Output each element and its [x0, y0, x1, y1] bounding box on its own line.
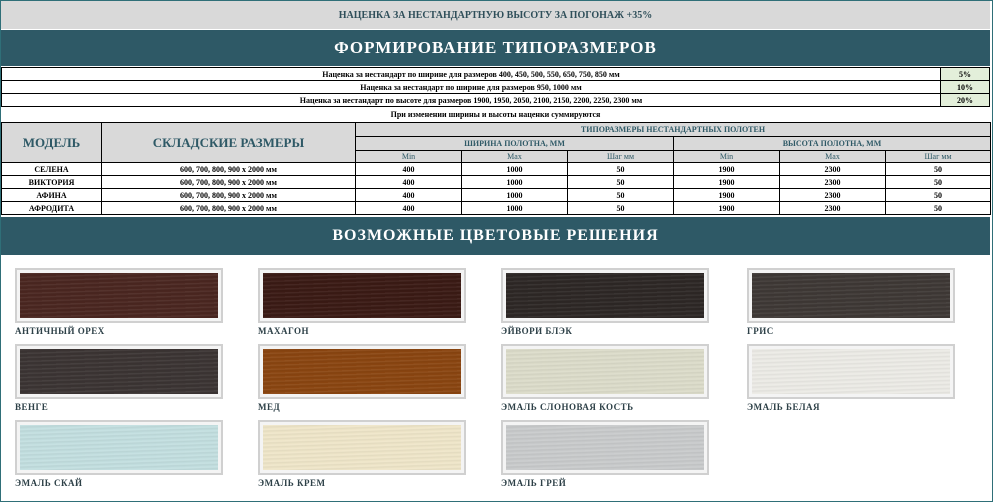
swatch-fill — [20, 273, 218, 318]
markup-text: Наценка за нестандарт по ширине для размеров 950, 1000 мм — [2, 81, 941, 94]
swatch-fill — [20, 425, 218, 470]
cell-height-max: 2300 — [780, 189, 886, 202]
cell-width-step: 50 — [568, 202, 674, 215]
swatch-enamel-ivory — [501, 344, 709, 412]
swatch-honey — [258, 344, 466, 412]
table-row — [2, 176, 991, 189]
sizes-table — [1, 122, 991, 215]
swatch-label: МАХАГОН — [258, 326, 309, 336]
cell-height-max: 2300 — [780, 202, 886, 215]
cell-height-step: 50 — [886, 176, 991, 189]
swatch-enamel-white — [747, 344, 955, 412]
sum-note: При изменении ширины и высоты наценки суммируются — [390, 110, 601, 119]
swatch-fill — [263, 273, 461, 318]
cell-width-max: 1000 — [462, 189, 568, 202]
markup-row — [2, 81, 990, 94]
swatch-label: ЭМАЛЬ СКАЙ — [15, 478, 83, 488]
swatch-label: ВЕНГЕ — [15, 402, 49, 412]
swatch-ivory-black — [501, 268, 709, 336]
swatch-fill — [506, 349, 704, 394]
markup-text: Наценка за нестандарт по высоте для размеров 1900, 1950, 2050, 2100, 2150, 2200, 2250, 2300 мм — [2, 94, 941, 107]
table-row — [2, 163, 991, 176]
swatch-antique-walnut — [15, 268, 223, 336]
swatch-label: ЭМАЛЬ СЛОНОВАЯ КОСТЬ — [501, 402, 634, 412]
header-min: Min — [674, 151, 780, 163]
cell-width-step: 50 — [568, 189, 674, 202]
swatch-label: ЭМАЛЬ ГРЕЙ — [501, 478, 567, 488]
cell-height-min: 1900 — [674, 176, 780, 189]
swatch-fill — [506, 425, 704, 470]
swatch-fill — [263, 349, 461, 394]
cell-stock: 600, 700, 800, 900 х 2000 мм — [102, 189, 356, 202]
swatch-label: АНТИЧНЫЙ ОРЕХ — [15, 326, 105, 336]
cell-width-max: 1000 — [462, 202, 568, 215]
header-min: Min — [356, 151, 462, 163]
markup-row — [2, 68, 990, 81]
markup-text: Наценка за нестандарт по ширине для размеров 400, 450, 500, 550, 650, 750, 850 мм — [2, 68, 941, 81]
cell-stock: 600, 700, 800, 900 х 2000 мм — [102, 176, 356, 189]
swatch-label: ЭЙВОРИ БЛЭК — [501, 326, 573, 336]
title-sizes: ФОРМИРОВАНИЕ ТИПОРАЗМЕРОВ — [1, 30, 990, 66]
cell-model: АФИНА — [2, 189, 102, 202]
markup-percent: 10% — [941, 81, 990, 94]
cell-height-min: 1900 — [674, 189, 780, 202]
cell-width-min: 400 — [356, 189, 462, 202]
swatch-fill — [20, 349, 218, 394]
markup-row — [2, 94, 990, 107]
cell-width-min: 400 — [356, 176, 462, 189]
swatch-enamel-cream — [258, 420, 466, 488]
swatch-label: МЕД — [258, 402, 281, 412]
swatch-enamel-grey — [501, 420, 709, 488]
cell-width-step: 50 — [568, 176, 674, 189]
top-note: НАЦЕНКА ЗА НЕСТАНДАРТНУЮ ВЫСОТУ ЗА ПОГОНАЖ +35% — [1, 1, 990, 29]
swatch-label: ЭМАЛЬ КРЕМ — [258, 478, 326, 488]
cell-model: СЕЛЕНА — [2, 163, 102, 176]
cell-width-min: 400 — [356, 163, 462, 176]
markup-table — [1, 67, 990, 107]
swatch-enamel-sky — [15, 420, 223, 488]
table-row — [2, 202, 991, 215]
cell-width-max: 1000 — [462, 176, 568, 189]
swatch-fill — [752, 349, 950, 394]
color-swatches — [1, 256, 990, 500]
cell-height-step: 50 — [886, 189, 991, 202]
header-stock-sizes: СКЛАДСКИЕ РАЗМЕРЫ — [102, 123, 356, 163]
cell-stock: 600, 700, 800, 900 х 2000 мм — [102, 202, 356, 215]
header-width: ШИРИНА ПОЛОТНА, ММ — [356, 137, 674, 151]
cell-height-min: 1900 — [674, 202, 780, 215]
header-nonstandard: ТИПОРАЗМЕРЫ НЕСТАНДАРТНЫХ ПОЛОТЕН — [356, 123, 991, 137]
header-step: Шаг мм — [886, 151, 991, 163]
swatch-gris — [747, 268, 955, 336]
swatch-fill — [752, 273, 950, 318]
markup-percent: 20% — [941, 94, 990, 107]
header-step: Шаг мм — [568, 151, 674, 163]
table-row — [2, 189, 991, 202]
header-model: МОДЕЛЬ — [2, 123, 102, 163]
swatch-label: ГРИС — [747, 326, 774, 336]
cell-width-min: 400 — [356, 202, 462, 215]
cell-model: ВИКТОРИЯ — [2, 176, 102, 189]
header-max: Max — [780, 151, 886, 163]
header-height: ВЫСОТА ПОЛОТНА, ММ — [674, 137, 991, 151]
cell-height-step: 50 — [886, 163, 991, 176]
cell-height-step: 50 — [886, 202, 991, 215]
cell-width-max: 1000 — [462, 163, 568, 176]
cell-stock: 600, 700, 800, 900 х 2000 мм — [102, 163, 356, 176]
swatch-wenge — [15, 344, 223, 412]
cell-height-max: 2300 — [780, 176, 886, 189]
title-colors: ВОЗМОЖНЫЕ ЦВЕТОВЫЕ РЕШЕНИЯ — [1, 217, 990, 255]
swatch-mahogany — [258, 268, 466, 336]
swatch-label: ЭМАЛЬ БЕЛАЯ — [747, 402, 821, 412]
swatch-fill — [263, 425, 461, 470]
cell-width-step: 50 — [568, 163, 674, 176]
cell-model: АФРОДИТА — [2, 202, 102, 215]
markup-percent: 5% — [941, 68, 990, 81]
swatch-fill — [506, 273, 704, 318]
cell-height-min: 1900 — [674, 163, 780, 176]
header-max: Max — [462, 151, 568, 163]
cell-height-max: 2300 — [780, 163, 886, 176]
